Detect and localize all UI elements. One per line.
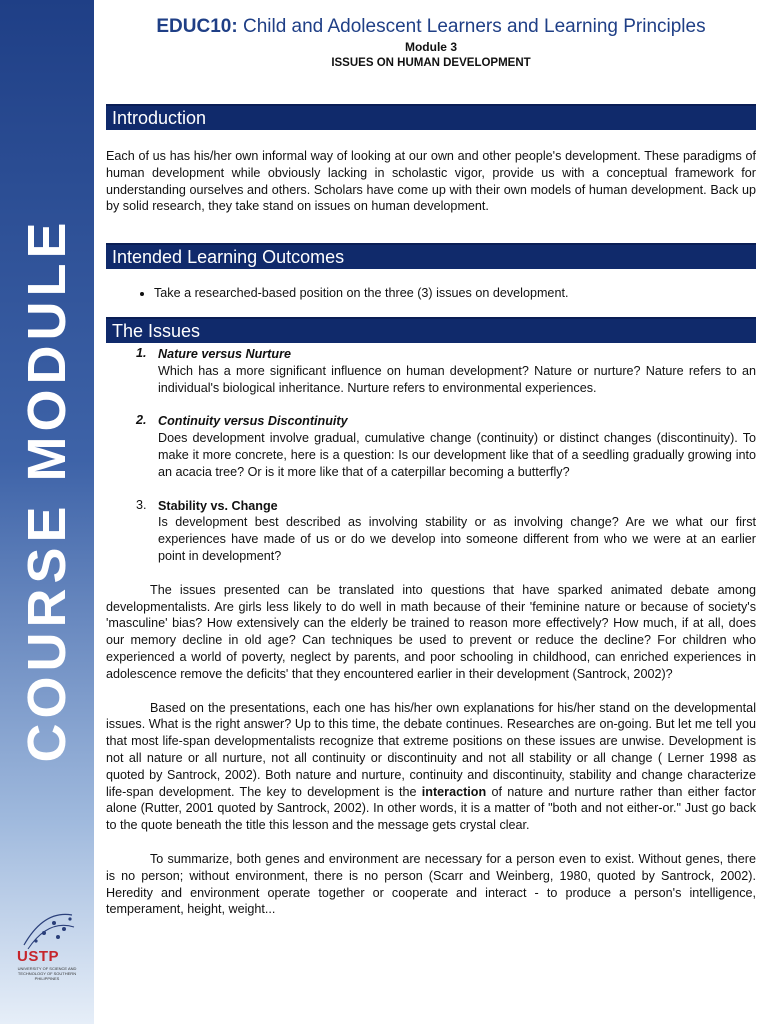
- learning-outcomes-section: [106, 243, 756, 302]
- issue-body: Does development involve gradual, cumulative change (continuity) or distinct changes (discontinuity). To make it more concrete, here is a question: Is our development like that of a seedling gradually growing into an acacia tree? Or is it more like that of a caterpillar becoming a butterfly?: [158, 431, 756, 479]
- issues-heading: The Issues: [106, 317, 756, 343]
- issue-title: Stability vs. Change: [158, 498, 278, 513]
- module-topic: ISSUES ON HUMAN DEVELOPMENT: [331, 57, 531, 69]
- introduction-heading: Introduction: [106, 104, 756, 130]
- paragraph-text: Based on the presentations, each one has his/her own explanations for his/her stand on the developmental issues. What is the right answer? Up to this time, the debate continues. Researches are on-going. But let me tell you that most life-span developmentalists recognize that extreme positions on these issues are unwise. Development is not all nature or all nurture, not all continuity or discontinuity and not all stability or all change ( Lerner 1998 as quoted by Santrock, 2002). Both nature and nurture, continuity and discontinuity, stability and change characterize life-span development. The key to development is the: [106, 700, 756, 799]
- module-number: Module 3: [404, 40, 457, 54]
- course-name: Child and Adolescent Learners and Learning Principles: [237, 16, 706, 37]
- course-code: EDUC10:: [156, 16, 238, 37]
- module-content: [106, 0, 757, 917]
- emphasis-text: interaction: [421, 784, 487, 799]
- logo-text: USTP: [17, 948, 60, 965]
- introduction-text: Each of us has his/her own informal way of looking at our own and other people's development. These paradigms of human development while obviously lacking in scholastic vigor, provide us with a conceptual framework for understanding ourselves and others. Scholars have come up with their own models of human development. Back up by solid research, they take stand on issues on human development.: [106, 149, 756, 214]
- summary-paragraph: To summarize, both genes and environment are necessary for a person even to exist. Without genes, there is no person; without environment, there is no person (Scarr and Weinberg, 1980, quoted by Santrock, 2002). Heredity and environment operate together or cooperate and interact - to produce a person's intelligence, temperament, height, weight...: [106, 851, 756, 917]
- issue-number: 2.: [136, 413, 147, 428]
- issue-body: Which has a more significant influence on human development? Nature or nurture? Nature refers to an individual's biological inheritance. Nurture refers to environmental experiences.: [158, 363, 756, 395]
- issue-body: Is development best described as involving stability or as involving change? Are we what our first experiences have made of us or do we develop into someone different from who we were at an earlier point in development?: [158, 515, 756, 563]
- issue-number: 1.: [136, 346, 147, 360]
- sidebar: [0, 0, 94, 1024]
- issue-item: [136, 498, 756, 565]
- issue-number: 3.: [136, 497, 147, 512]
- learning-outcomes-list: [106, 285, 756, 302]
- discussion-paragraph: The issues presented can be translated into questions that have sparked animated debate among developmentalists. Are girls less likely to do well in math because of their 'feminine nature or because of society's 'masculine' bias? How extensively can the elderly be trained to reason more effectively? How much, if at all, does our memory decline in old age? Can techniques be used to prevent or reduce the decline? For children who experienced a world of poverty, neglect by parents, and poor schooling in childhood, can enriched experiences in adolescence remove the deficits' that they encountered earlier in their development (Santrock, 2002)?: [106, 582, 756, 681]
- learning-outcome-item: • Take a researched-based position on the three (3) issues on development.: [154, 285, 756, 302]
- issues-section: [106, 317, 756, 918]
- logo-subtext: UNIVERSITY OF SCIENCE AND TECHNOLOGY OF SOUTHERN PHILIPPINES: [17, 966, 77, 981]
- sidebar-title: COURSE MODULE: [17, 217, 77, 763]
- document-header: [106, 16, 756, 69]
- introduction-section: [106, 104, 756, 215]
- course-title: [106, 16, 756, 38]
- issue-title: Nature versus Nurture: [158, 347, 291, 361]
- issue-item: [136, 346, 756, 396]
- issue-title: Continuity versus Discontinuity: [158, 414, 348, 429]
- paragraph-text: of nature and nurture rather than either factor alone (Rutter, 2001 quoted by Santrock, 2002). In other words, it is a matter of "both and not either-or." Just go back to the quote beneath the title this lesson and the message gets crystal clear.: [106, 784, 757, 833]
- discussion-paragraph: [106, 700, 756, 834]
- issue-item: [136, 413, 756, 480]
- learning-outcomes-heading: Intended Learning Outcomes: [106, 243, 756, 269]
